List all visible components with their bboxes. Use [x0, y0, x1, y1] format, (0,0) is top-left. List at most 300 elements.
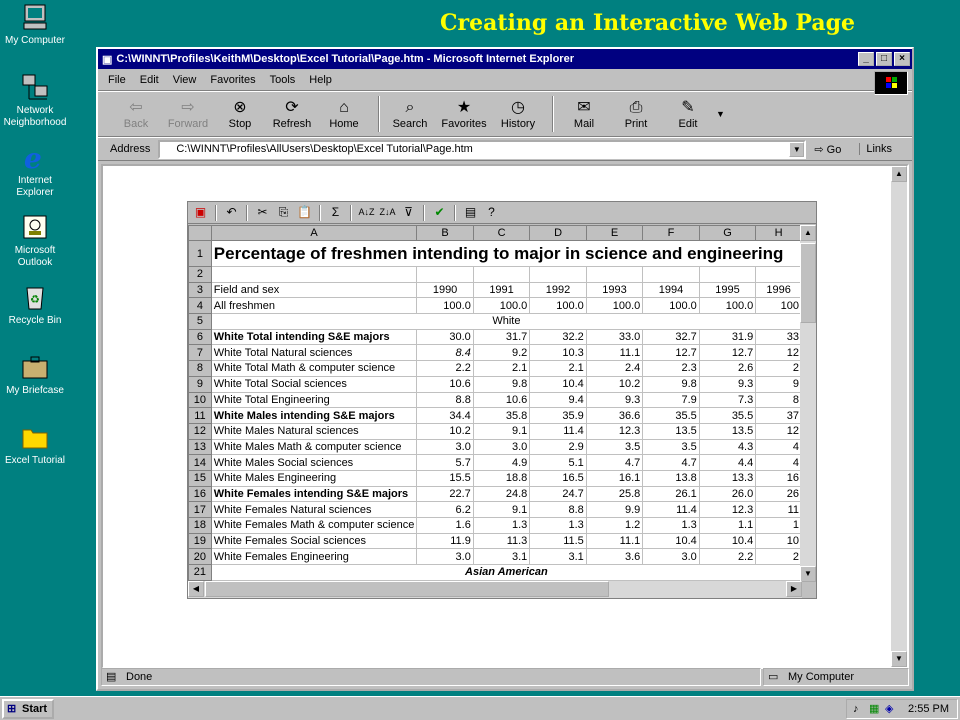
- value-cell[interactable]: 11.5: [530, 533, 586, 549]
- row-header[interactable]: 16: [189, 486, 212, 502]
- value-cell[interactable]: 7.3: [699, 392, 755, 408]
- value-cell[interactable]: 9: [756, 376, 802, 392]
- standard-toolbar: [98, 91, 912, 137]
- value-cell[interactable]: 35.8: [473, 408, 529, 424]
- value-cell[interactable]: 33: [756, 329, 802, 345]
- value-cell[interactable]: 3.1: [530, 549, 586, 565]
- value-cell[interactable]: 22.7: [417, 486, 473, 502]
- desktop-icon-network[interactable]: [2, 72, 68, 129]
- desktop-icon-outlook[interactable]: [2, 212, 68, 269]
- home-button[interactable]: ⌂ Home: [320, 98, 368, 130]
- row-label-cell[interactable]: White Females intending S&E majors: [211, 486, 417, 502]
- table-row: [189, 470, 802, 486]
- stop-button[interactable]: ⊗ Stop: [216, 98, 264, 130]
- scroll-thumb[interactable]: [205, 581, 609, 597]
- value-cell[interactable]: 5.7: [417, 455, 473, 471]
- value-cell[interactable]: 2.2: [417, 361, 473, 377]
- row-label-cell[interactable]: White Males intending S&E majors: [211, 408, 417, 424]
- desktop-icon-label: Microsoft Outlook: [14, 245, 56, 268]
- toolbar-more-icon[interactable]: ▼: [716, 109, 725, 119]
- value-cell[interactable]: 11.1: [586, 345, 642, 361]
- value-cell[interactable]: 2.9: [530, 439, 586, 455]
- row-label-cell[interactable]: White Total Engineering: [211, 392, 417, 408]
- toolbar-separator: [350, 205, 352, 221]
- scroll-left-icon[interactable]: ◀: [188, 581, 204, 597]
- value-cell[interactable]: 35.5: [643, 408, 699, 424]
- cell[interactable]: 100.0: [530, 298, 586, 314]
- start-button[interactable]: [2, 699, 54, 719]
- cell[interactable]: [586, 267, 642, 283]
- row-header[interactable]: 5: [189, 314, 212, 330]
- row-header[interactable]: 13: [189, 439, 212, 455]
- value-cell[interactable]: 13.3: [699, 470, 755, 486]
- value-cell[interactable]: 9.8: [473, 376, 529, 392]
- value-cell[interactable]: 35.9: [530, 408, 586, 424]
- row-header[interactable]: 8: [189, 361, 212, 377]
- sheet-title[interactable]: Percentage of freshmen intending to major in science and engineering: [211, 241, 801, 267]
- row-header[interactable]: 11: [189, 408, 212, 424]
- row-header[interactable]: 10: [189, 392, 212, 408]
- row-label-cell[interactable]: White Males Natural sciences: [211, 423, 417, 439]
- status-text: Done: [126, 671, 153, 683]
- export-to-excel-icon[interactable]: ✔: [434, 205, 445, 219]
- maximize-button[interactable]: □: [876, 52, 892, 66]
- menu-favorites[interactable]: Favorites: [210, 73, 256, 86]
- value-cell[interactable]: 4.7: [586, 455, 642, 471]
- value-cell[interactable]: 12.3: [586, 423, 642, 439]
- toolbar-separator: [215, 205, 217, 221]
- cell[interactable]: [756, 267, 802, 283]
- row-header[interactable]: 18: [189, 518, 212, 534]
- go-button[interactable]: ⇨ Go: [814, 143, 842, 156]
- sort-descending-icon[interactable]: Z↓A: [379, 207, 396, 217]
- cell[interactable]: 100.0: [473, 298, 529, 314]
- row-label-cell[interactable]: White Females Natural sciences: [211, 502, 417, 518]
- toolbar-separator: [319, 205, 321, 221]
- value-cell[interactable]: 3.0: [473, 439, 529, 455]
- stop-icon: ⊗: [233, 99, 247, 116]
- cut-icon[interactable]: ✂: [257, 205, 268, 219]
- value-cell[interactable]: 4: [756, 439, 802, 455]
- scroll-thumb[interactable]: [800, 243, 816, 323]
- scroll-down-icon[interactable]: ▼: [891, 651, 907, 667]
- table-row: [189, 361, 802, 377]
- value-cell[interactable]: 2.6: [699, 361, 755, 377]
- table-row: [189, 298, 802, 314]
- value-cell[interactable]: 24.8: [473, 486, 529, 502]
- row-header[interactable]: 4: [189, 298, 212, 314]
- select-all-corner[interactable]: [189, 226, 212, 241]
- value-cell[interactable]: 2.3: [643, 361, 699, 377]
- back-button[interactable]: ⇦ Back: [112, 98, 160, 130]
- value-cell[interactable]: 9.3: [586, 392, 642, 408]
- value-cell[interactable]: 11.3: [473, 533, 529, 549]
- page-vertical-scrollbar[interactable]: [891, 166, 907, 667]
- value-cell[interactable]: 8: [756, 392, 802, 408]
- column-header-row: [189, 226, 802, 241]
- column-header[interactable]: D: [530, 226, 586, 241]
- value-cell[interactable]: 2: [756, 549, 802, 565]
- value-cell[interactable]: 16.5: [530, 470, 586, 486]
- cell[interactable]: 1992: [530, 282, 586, 298]
- value-cell[interactable]: 12: [756, 423, 802, 439]
- value-cell[interactable]: 12: [756, 345, 802, 361]
- slide-title: Creating an Interactive Web Page: [440, 10, 856, 36]
- cell[interactable]: 1996: [756, 282, 802, 298]
- column-header[interactable]: A: [211, 226, 417, 241]
- value-cell[interactable]: 26.0: [699, 486, 755, 502]
- security-tray-icon[interactable]: ◈: [885, 703, 894, 715]
- toolbar-separator: [423, 205, 425, 221]
- scroll-up-icon[interactable]: ▲: [800, 225, 816, 241]
- address-label: Address: [110, 143, 151, 155]
- row-header[interactable]: 12: [189, 423, 212, 439]
- row-header[interactable]: 20: [189, 549, 212, 565]
- column-header[interactable]: B: [417, 226, 473, 241]
- value-cell[interactable]: 13.5: [699, 423, 755, 439]
- value-cell[interactable]: 33.0: [586, 329, 642, 345]
- recycle-bin-icon: [20, 282, 50, 312]
- value-cell[interactable]: 7.9: [643, 392, 699, 408]
- value-cell[interactable]: 9.8: [643, 376, 699, 392]
- column-header[interactable]: C: [473, 226, 529, 241]
- desktop-icon-label: My Briefcase: [6, 385, 64, 396]
- value-cell[interactable]: 32.7: [643, 329, 699, 345]
- spreadsheet-component: [187, 201, 817, 599]
- row-header[interactable]: 17: [189, 502, 212, 518]
- value-cell[interactable]: 11.1: [586, 533, 642, 549]
- table-row: [189, 423, 802, 439]
- help-icon[interactable]: ?: [488, 205, 495, 219]
- desktop-icon-label: My Computer: [4, 35, 65, 46]
- history-button[interactable]: ◷ History: [494, 98, 542, 130]
- edit-icon: ✎: [681, 99, 695, 116]
- value-cell[interactable]: 16: [756, 470, 802, 486]
- value-cell[interactable]: 3.6: [586, 549, 642, 565]
- cell[interactable]: 100.0: [417, 298, 473, 314]
- value-cell[interactable]: 4: [756, 455, 802, 471]
- value-cell[interactable]: 10.3: [530, 345, 586, 361]
- table-row: [189, 486, 802, 502]
- desktop-icon-recycle-bin[interactable]: [2, 282, 68, 327]
- value-cell[interactable]: 11: [756, 502, 802, 518]
- value-cell[interactable]: 10.6: [417, 376, 473, 392]
- refresh-icon: ⟳: [285, 99, 299, 116]
- menu-edit[interactable]: Edit: [139, 73, 159, 86]
- value-cell[interactable]: 10.4: [643, 533, 699, 549]
- cell[interactable]: 1993: [586, 282, 642, 298]
- cell[interactable]: [699, 267, 755, 283]
- address-bar: [98, 137, 912, 161]
- value-cell[interactable]: 3.0: [643, 549, 699, 565]
- value-cell[interactable]: 31.9: [699, 329, 755, 345]
- edit-button[interactable]: ✎ Edit: [664, 98, 712, 130]
- sheet-vertical-scrollbar[interactable]: [800, 225, 816, 582]
- value-cell[interactable]: 9.9: [586, 502, 642, 518]
- value-cell[interactable]: 3.0: [417, 549, 473, 565]
- value-cell[interactable]: 26: [756, 486, 802, 502]
- cell[interactable]: 1991: [473, 282, 529, 298]
- value-cell[interactable]: 2.2: [699, 549, 755, 565]
- row-label-cell[interactable]: White Males Engineering: [211, 470, 417, 486]
- value-cell[interactable]: 2: [756, 361, 802, 377]
- mail-icon: ✉: [577, 99, 591, 116]
- cell[interactable]: [530, 267, 586, 283]
- close-button[interactable]: ×: [894, 52, 910, 66]
- table-row: [189, 408, 802, 424]
- cell[interactable]: [211, 267, 417, 283]
- value-cell[interactable]: 1.3: [643, 518, 699, 534]
- menu-file[interactable]: File: [108, 73, 126, 86]
- value-cell[interactable]: 4.9: [473, 455, 529, 471]
- value-cell[interactable]: 11.4: [530, 423, 586, 439]
- value-cell[interactable]: 3.0: [417, 439, 473, 455]
- value-cell[interactable]: 1.3: [473, 518, 529, 534]
- value-cell[interactable]: 10.6: [473, 392, 529, 408]
- menu-help[interactable]: Help: [309, 73, 332, 86]
- row-header[interactable]: 3: [189, 282, 212, 298]
- paste-icon[interactable]: 📋: [297, 205, 312, 219]
- value-cell[interactable]: 2.4: [586, 361, 642, 377]
- desktop-icon-internet-explorer[interactable]: [2, 142, 68, 199]
- address-input[interactable]: [158, 140, 806, 159]
- column-header[interactable]: G: [699, 226, 755, 241]
- address-value: C:\WINNT\Profiles\AllUsers\Desktop\Excel Tutorial\Page.htm: [176, 142, 473, 155]
- address-dropdown-icon[interactable]: ▼: [789, 142, 804, 157]
- value-cell[interactable]: 9.4: [530, 392, 586, 408]
- page-done-icon: ▤: [106, 671, 117, 683]
- spreadsheet-grid[interactable]: [188, 225, 802, 582]
- value-cell[interactable]: 15.5: [417, 470, 473, 486]
- value-cell[interactable]: 1.2: [586, 518, 642, 534]
- row-header[interactable]: 6: [189, 329, 212, 345]
- value-cell[interactable]: 8.4: [417, 345, 473, 361]
- value-cell[interactable]: 36.6: [586, 408, 642, 424]
- value-cell[interactable]: 12.3: [699, 502, 755, 518]
- network-icon: [20, 72, 50, 102]
- printer-icon: ⎙: [629, 99, 643, 116]
- autofilter-icon[interactable]: ⊽: [404, 205, 413, 219]
- row-label-cell[interactable]: White Total intending S&E majors: [211, 329, 417, 345]
- back-arrow-icon: ⇦: [129, 99, 143, 116]
- row-header[interactable]: 2: [189, 267, 212, 283]
- search-button[interactable]: ⌕ Search: [386, 98, 434, 130]
- row-header[interactable]: 21: [189, 565, 212, 581]
- value-cell[interactable]: 3.5: [643, 439, 699, 455]
- value-cell[interactable]: 1.6: [417, 518, 473, 534]
- value-cell[interactable]: 4.4: [699, 455, 755, 471]
- cell[interactable]: 1995: [699, 282, 755, 298]
- system-tray: [846, 699, 958, 719]
- value-cell[interactable]: 25.8: [586, 486, 642, 502]
- value-cell[interactable]: 11.4: [643, 502, 699, 518]
- value-cell[interactable]: 10: [756, 533, 802, 549]
- menu-view[interactable]: View: [172, 73, 197, 86]
- desktop-icon-label: Internet Explorer: [16, 175, 54, 198]
- toolbar-separator: [246, 205, 248, 221]
- scroll-up-icon[interactable]: ▲: [891, 166, 907, 182]
- cell[interactable]: [473, 267, 529, 283]
- favorites-button[interactable]: ★ Favorites: [438, 98, 490, 130]
- sort-ascending-icon[interactable]: A↓Z: [358, 207, 375, 217]
- value-cell[interactable]: 26.1: [643, 486, 699, 502]
- links-button[interactable]: Links: [859, 143, 892, 155]
- menu-tools[interactable]: Tools: [269, 73, 296, 86]
- value-cell[interactable]: 2.1: [473, 361, 529, 377]
- row-label-cell[interactable]: White Males Math & computer science: [211, 439, 417, 455]
- desktop-icon-label: Excel Tutorial: [4, 455, 66, 466]
- office-logo-icon[interactable]: ▣: [194, 205, 207, 219]
- forward-button[interactable]: ⇨ Forward: [164, 98, 212, 130]
- toolbar-separator: [552, 96, 554, 132]
- status-text-panel: [101, 668, 761, 686]
- cell[interactable]: 100: [756, 298, 802, 314]
- value-cell[interactable]: 18.8: [473, 470, 529, 486]
- row-header[interactable]: 15: [189, 470, 212, 486]
- history-icon: ◷: [511, 99, 525, 116]
- value-cell[interactable]: 1: [756, 518, 802, 534]
- property-toolbox-icon[interactable]: ▤: [464, 205, 477, 219]
- value-cell[interactable]: 30.0: [417, 329, 473, 345]
- row-header[interactable]: 1: [189, 241, 212, 267]
- value-cell[interactable]: 10.2: [586, 376, 642, 392]
- value-cell[interactable]: 9.1: [473, 502, 529, 518]
- cell[interactable]: 1990: [417, 282, 473, 298]
- menu-bar: [98, 69, 912, 91]
- copy-icon[interactable]: ⎘: [278, 205, 289, 219]
- home-icon: ⌂: [339, 99, 349, 116]
- cell[interactable]: [417, 267, 473, 283]
- value-cell[interactable]: 8.8: [417, 392, 473, 408]
- value-cell[interactable]: 13.5: [643, 423, 699, 439]
- value-cell[interactable]: 12.7: [643, 345, 699, 361]
- desktop-icon-excel-tutorial[interactable]: [2, 422, 68, 467]
- volume-icon[interactable]: ♪: [853, 703, 859, 715]
- scroll-right-icon[interactable]: ▶: [786, 581, 802, 597]
- column-header[interactable]: H: [756, 226, 802, 241]
- table-row: [189, 376, 802, 392]
- column-header[interactable]: F: [643, 226, 699, 241]
- value-cell[interactable]: 10.2: [417, 423, 473, 439]
- value-cell[interactable]: 11.9: [417, 533, 473, 549]
- status-zone: My Computer: [788, 671, 855, 683]
- outlook-icon: [20, 212, 50, 242]
- refresh-button[interactable]: ⟳ Refresh: [268, 98, 316, 130]
- table-row: [189, 345, 802, 361]
- svg-text:♻: ♻: [30, 294, 40, 306]
- value-cell[interactable]: 9.1: [473, 423, 529, 439]
- svg-text:e: e: [24, 142, 42, 172]
- value-cell[interactable]: 2.1: [530, 361, 586, 377]
- row-header[interactable]: 7: [189, 345, 212, 361]
- value-cell[interactable]: 3.5: [586, 439, 642, 455]
- value-cell[interactable]: 4.3: [699, 439, 755, 455]
- network-tray-icon[interactable]: ▦: [869, 703, 880, 715]
- cell[interactable]: [643, 267, 699, 283]
- value-cell[interactable]: 1.1: [699, 518, 755, 534]
- folder-icon: [20, 422, 50, 452]
- undo-icon[interactable]: ↶: [226, 205, 237, 219]
- cell[interactable]: 100.0: [586, 298, 642, 314]
- row-label-cell[interactable]: White Total Math & computer science: [211, 361, 417, 377]
- value-cell[interactable]: 8.8: [530, 502, 586, 518]
- value-cell[interactable]: 13.8: [643, 470, 699, 486]
- row-label-cell[interactable]: White Males Social sciences: [211, 455, 417, 471]
- column-header[interactable]: E: [586, 226, 642, 241]
- desktop-icon-my-computer[interactable]: [2, 2, 68, 47]
- print-button[interactable]: ⎙ Print: [612, 98, 660, 130]
- cell[interactable]: 100.0: [643, 298, 699, 314]
- favorites-icon: ★: [456, 99, 472, 116]
- cell[interactable]: Field and sex: [211, 282, 417, 298]
- value-cell[interactable]: 24.7: [530, 486, 586, 502]
- cell[interactable]: 1994: [643, 282, 699, 298]
- table-row: [189, 549, 802, 565]
- desktop-icon-label: Network Neighborhood: [3, 105, 67, 128]
- cell[interactable]: 100.0: [699, 298, 755, 314]
- title-bar[interactable]: [98, 49, 912, 69]
- cell[interactable]: All freshmen: [211, 298, 417, 314]
- row-label-cell[interactable]: White Females Social sciences: [211, 533, 417, 549]
- table-row: [189, 241, 802, 267]
- section-label-asian-american[interactable]: Asian American: [211, 565, 801, 581]
- toolbar-separator: [378, 96, 380, 132]
- row-label-cell[interactable]: White Females Engineering: [211, 549, 417, 565]
- mail-button[interactable]: ✉ Mail: [560, 98, 608, 130]
- row-label-cell[interactable]: White Total Natural sciences: [211, 345, 417, 361]
- value-cell[interactable]: 10.4: [699, 533, 755, 549]
- minimize-button[interactable]: _: [858, 52, 874, 66]
- value-cell[interactable]: 37: [756, 408, 802, 424]
- row-header[interactable]: 19: [189, 533, 212, 549]
- value-cell[interactable]: 9.3: [699, 376, 755, 392]
- value-cell[interactable]: 12.7: [699, 345, 755, 361]
- start-label: Start: [22, 702, 48, 715]
- taskbar: [0, 696, 960, 720]
- autosum-icon[interactable]: Σ: [331, 205, 340, 219]
- row-label-cell[interactable]: White Females Math & computer science: [211, 518, 417, 534]
- value-cell[interactable]: 9.2: [473, 345, 529, 361]
- section-label-white[interactable]: White: [211, 314, 801, 330]
- computer-icon: [20, 2, 50, 32]
- scroll-down-icon[interactable]: ▼: [800, 566, 816, 582]
- table-row: [189, 329, 802, 345]
- value-cell[interactable]: 5.1: [530, 455, 586, 471]
- value-cell[interactable]: 16.1: [586, 470, 642, 486]
- ie-window: [96, 47, 914, 691]
- value-cell[interactable]: 10.4: [530, 376, 586, 392]
- windows-logo-icon: ⊞: [7, 702, 17, 715]
- table-row: [189, 533, 802, 549]
- sheet-horizontal-scrollbar[interactable]: [188, 581, 802, 598]
- value-cell[interactable]: 34.4: [417, 408, 473, 424]
- spreadsheet-toolbar: [188, 202, 816, 224]
- value-cell[interactable]: 4.7: [643, 455, 699, 471]
- value-cell[interactable]: 6.2: [417, 502, 473, 518]
- row-label-cell[interactable]: White Total Social sciences: [211, 376, 417, 392]
- value-cell[interactable]: 3.1: [473, 549, 529, 565]
- value-cell[interactable]: 32.2: [530, 329, 586, 345]
- value-cell[interactable]: 35.5: [699, 408, 755, 424]
- desktop-icon-briefcase[interactable]: [2, 352, 68, 397]
- value-cell[interactable]: 1.3: [530, 518, 586, 534]
- desktop-icon-label: Recycle Bin: [8, 315, 62, 326]
- ie-window-icon: ▣: [102, 53, 113, 66]
- value-cell[interactable]: 31.7: [473, 329, 529, 345]
- window-title: C:\WINNT\Profiles\KeithM\Desktop\Excel Tutorial\Page.htm - Microsoft Internet Explorer: [116, 53, 574, 65]
- row-header[interactable]: 14: [189, 455, 212, 471]
- row-header[interactable]: 9: [189, 376, 212, 392]
